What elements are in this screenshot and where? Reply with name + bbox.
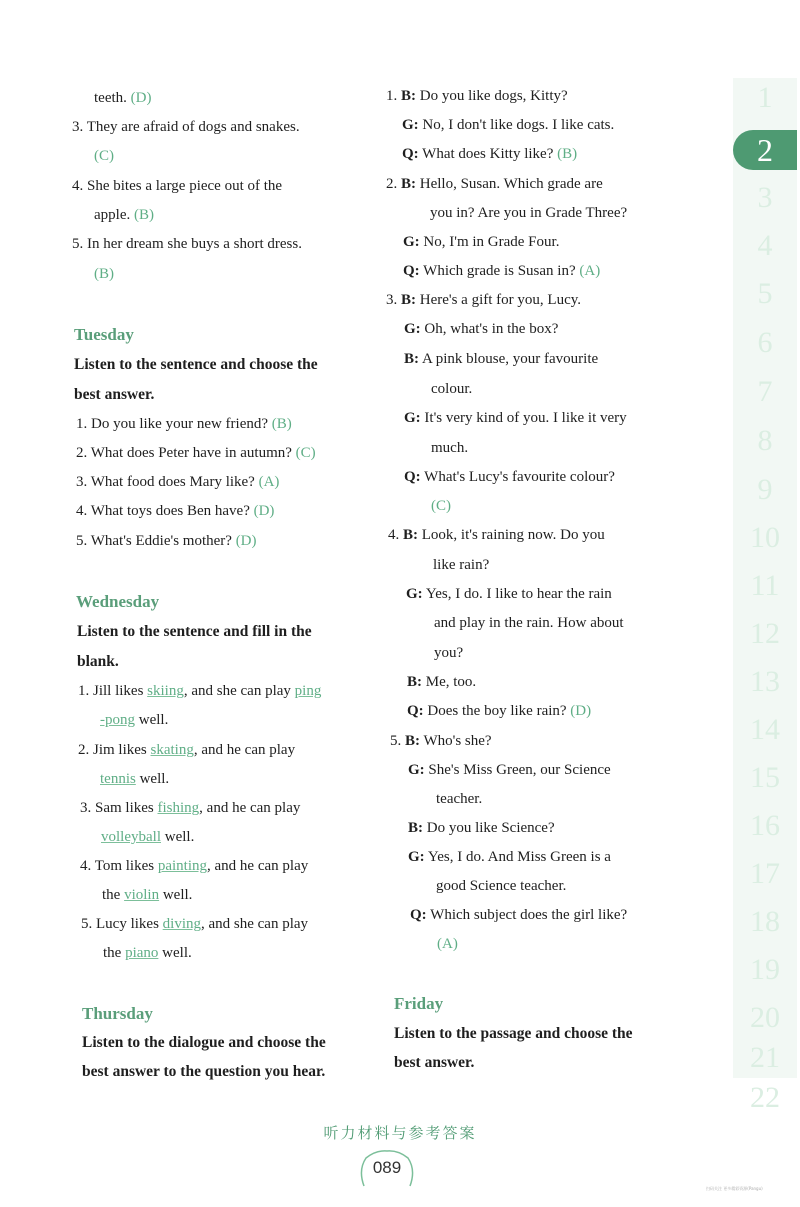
dialogue-3-line: B: A pink blouse, your favourite: [404, 351, 599, 367]
page-number: 089: [356, 1148, 418, 1188]
heading-wednesday: Wednesday: [76, 592, 160, 611]
unit-tab-4[interactable]: 4: [757, 229, 773, 262]
monday-q4: 4. She bites a large piece out of the: [72, 178, 283, 194]
answer: (B): [94, 266, 114, 282]
monday-q2-line2: teeth. (D): [94, 90, 152, 106]
tuesday-instruction: Listen to the sentence and choose the: [74, 356, 318, 373]
dialogue-4-line: B: Me, too.: [407, 674, 477, 690]
dialogue-5-question: Q: Which subject does the girl like?: [410, 907, 628, 923]
dialogue-4-line-cont: and play in the rain. How about: [434, 615, 624, 631]
dialogue-1-line: G: No, I don't like dogs. I like cats.: [402, 117, 615, 133]
dialogue-5-line: G: Yes, I do. And Miss Green is a: [408, 849, 611, 865]
dialogue-2-line: 2. B: Hello, Susan. Which grade are: [386, 176, 603, 192]
answer: (C): [295, 445, 316, 461]
dialogue-5-line-cont: teacher.: [436, 791, 483, 807]
dialogue-1-question: Q: What does Kitty like? (B): [402, 146, 578, 162]
unit-tabs: 1 2 3 4 5 6 7 8 9 10 11 12 13 14 15 16 17 18 19 20 21 22: [733, 78, 797, 1078]
thursday-instruction: Listen to the dialogue and choose the: [82, 1034, 326, 1051]
monday-q4-line2: apple. (B): [94, 207, 154, 223]
fill-answer: ping: [294, 683, 322, 699]
answer: (A): [258, 474, 280, 490]
answer: (D): [235, 533, 257, 549]
answer: (B): [133, 207, 154, 223]
unit-tab-6[interactable]: 6: [757, 326, 773, 359]
dialogue-3-line: 3. B: Here's a gift for you, Lucy.: [386, 292, 582, 308]
unit-tab-19[interactable]: 19: [750, 953, 780, 986]
dialogue-2-question: Q: Which grade is Susan in? (A): [403, 263, 601, 279]
wednesday-instruction-2: blank.: [77, 653, 119, 670]
wednesday-item-2: 2. Jim likes skating, and he can play: [78, 742, 296, 758]
fill-answer: violin: [124, 887, 160, 903]
wednesday-item-5: 5. Lucy likes diving, and she can play: [81, 916, 309, 932]
tuesday-instruction-2: best answer.: [74, 386, 155, 403]
unit-tab-13[interactable]: 13: [750, 665, 780, 698]
friday-instruction: Listen to the passage and choose the: [394, 1025, 633, 1042]
fill-answer: painting: [157, 858, 208, 874]
answer: (D): [570, 703, 592, 719]
fill-answer: piano: [125, 945, 159, 961]
unit-tab-18[interactable]: 18: [750, 905, 780, 938]
unit-tab-3[interactable]: 3: [757, 181, 773, 214]
wednesday-item-3: 3. Sam likes fishing, and he can play: [80, 800, 301, 816]
footer-title: 听力材料与参考答案: [323, 1124, 477, 1142]
dialogue-3-line: G: It's very kind of you. I like it very: [404, 410, 627, 426]
heading-tuesday: Tuesday: [74, 325, 134, 344]
dialogue-5-line-cont: good Science teacher.: [436, 878, 567, 894]
unit-tab-8[interactable]: 8: [757, 424, 773, 457]
dialogue-4-line-cont: you?: [434, 645, 464, 661]
unit-tab-17[interactable]: 17: [750, 857, 780, 890]
unit-tab-7[interactable]: 7: [757, 375, 773, 408]
unit-tab-16[interactable]: 16: [750, 809, 780, 842]
unit-tab-14[interactable]: 14: [750, 713, 780, 746]
fill-answer: -pong: [100, 712, 135, 728]
fill-answer: tennis: [100, 771, 136, 787]
wednesday-item-4: 4. Tom likes painting, and he can play: [80, 858, 309, 874]
wednesday-item-1-line2: -pong well.: [100, 712, 169, 728]
answer: (C): [94, 148, 114, 164]
dialogue-4-line-cont: like rain?: [433, 557, 490, 573]
tuesday-item: 1. Do you like your new friend? (B): [76, 416, 292, 432]
fill-answer: volleyball: [101, 829, 161, 845]
wednesday-instruction: Listen to the sentence and fill in the: [77, 623, 312, 640]
unit-tab-12[interactable]: 12: [750, 617, 780, 650]
answer: (B): [271, 416, 292, 432]
unit-tab-9[interactable]: 9: [757, 473, 773, 506]
corner-note: 扫码关注 更多精彩资源(Pangu): [706, 1186, 763, 1191]
answer: (C): [431, 498, 451, 514]
dialogue-2-line-cont: you in? Are you in Grade Three?: [430, 205, 628, 221]
unit-tab-21[interactable]: 21: [750, 1041, 780, 1074]
dialogue-3-line-cont: much.: [431, 440, 469, 456]
unit-tab-15[interactable]: 15: [750, 761, 780, 794]
heading-friday: Friday: [394, 994, 444, 1013]
answer: (A): [579, 263, 601, 279]
dialogue-5-line: 5. B: Who's she?: [390, 733, 492, 749]
tuesday-item: 2. What does Peter have in autumn? (C): [76, 445, 316, 461]
dialogue-3-line-cont: colour.: [431, 381, 473, 397]
wednesday-item-5-line2: the piano well.: [103, 945, 192, 961]
dialogue-1-line: 1. B: Do you like dogs, Kitty?: [386, 88, 568, 104]
tuesday-item: 3. What food does Mary like? (A): [76, 474, 280, 490]
unit-tab-11[interactable]: 11: [750, 569, 780, 602]
answer: (D): [130, 90, 152, 106]
monday-q5: 5. In her dream she buys a short dress.: [72, 236, 302, 252]
fill-answer: skating: [150, 742, 194, 758]
dialogue-4-line: 4. B: Look, it's raining now. Do you: [388, 527, 605, 543]
dialogue-4-line: G: Yes, I do. I like to hear the rain: [406, 586, 612, 602]
dialogue-3-line: G: Oh, what's in the box?: [404, 321, 559, 337]
dialogue-3-question: Q: What's Lucy's favourite colour?: [404, 469, 615, 485]
unit-tab-5[interactable]: 5: [757, 277, 773, 310]
answer: (D): [253, 503, 275, 519]
wednesday-item-2-line2: tennis well.: [100, 771, 170, 787]
heading-thursday: Thursday: [82, 1004, 153, 1023]
unit-tab-1[interactable]: 1: [757, 81, 773, 114]
answer: (A): [437, 936, 458, 952]
fill-answer: skiing: [147, 683, 184, 699]
dialogue-5-line: G: She's Miss Green, our Science: [408, 762, 611, 778]
unit-tab-2-active[interactable]: 2: [733, 130, 797, 170]
fill-answer: diving: [162, 916, 201, 932]
monday-q3: 3. They are afraid of dogs and snakes.: [72, 119, 300, 135]
dialogue-4-question: Q: Does the boy like rain? (D): [407, 703, 592, 719]
unit-tab-10[interactable]: 10: [750, 521, 780, 554]
friday-instruction-2: best answer.: [394, 1054, 475, 1071]
answer: (B): [557, 146, 578, 162]
wednesday-item-3-line2: volleyball well.: [101, 829, 195, 845]
tuesday-item: 5. What's Eddie's mother? (D): [76, 533, 257, 549]
dialogue-2-line: G: No, I'm in Grade Four.: [403, 234, 560, 250]
fill-answer: fishing: [157, 800, 200, 816]
thursday-instruction-2: best answer to the question you hear.: [82, 1063, 326, 1080]
wednesday-item-4-line2: the violin well.: [102, 887, 193, 903]
unit-tab-20[interactable]: 20: [750, 1001, 780, 1034]
wednesday-item-1: 1. Jill likes skiing, and she can play ping: [78, 683, 322, 699]
tuesday-item: 4. What toys does Ben have? (D): [76, 503, 275, 519]
dialogue-5-line: B: Do you like Science?: [408, 820, 555, 836]
